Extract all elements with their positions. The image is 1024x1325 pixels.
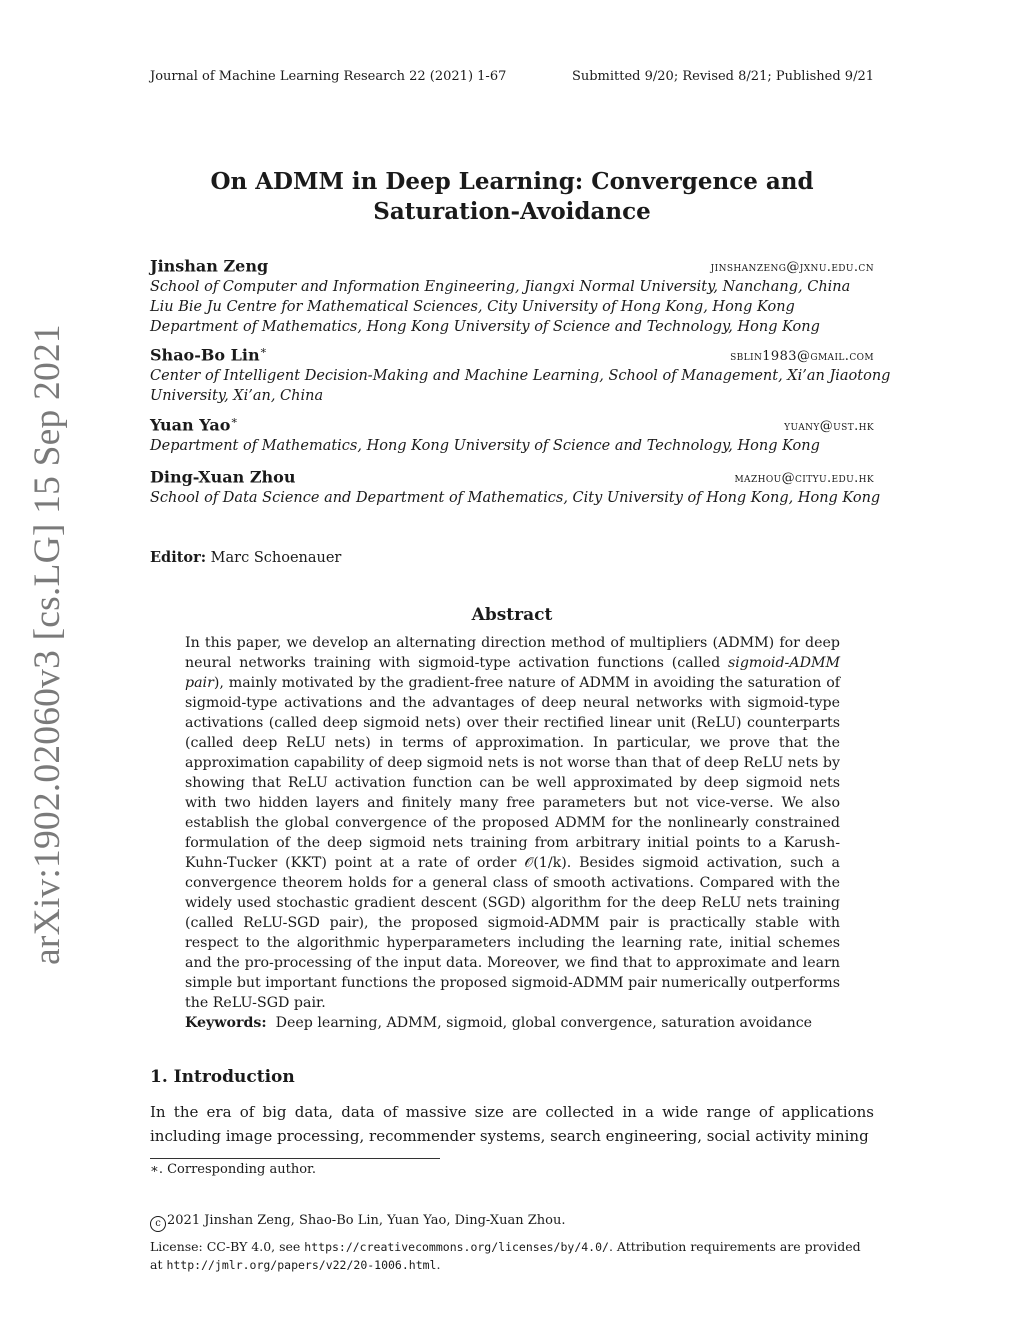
author-email[interactable]: mazhou@cityu.edu.hk xyxy=(734,471,874,487)
author-block xyxy=(150,255,874,337)
author-name: Yuan Yao∗ xyxy=(150,414,238,435)
author-affiliation: University, Xi’an, China xyxy=(150,388,324,404)
title-line-2: Saturation-Avoidance xyxy=(373,198,651,225)
author-email[interactable]: sblin1983@gmail.com xyxy=(730,349,874,365)
author-email[interactable]: yuany@ust.hk xyxy=(784,419,874,435)
paper-url-link[interactable]: http://jmlr.org/papers/v22/20-1006.html xyxy=(166,1258,437,1272)
editor-name: Marc Schoenauer xyxy=(210,550,342,566)
paper-title xyxy=(150,167,874,227)
abstract-heading: Abstract xyxy=(471,605,553,625)
copyright-icon: c xyxy=(150,1216,166,1232)
abstract-body: In this paper, we develop an alternating direction method of multipliers (ADMM) for deep neural networks training with sigmoid-type activation functions (called sigmoid-ADMM pair), mainly motivated by the gradient-free nature of ADMM in avoiding the saturation of sigmoid-type activations and the advantages of deep neural networks with sigmoid-type activations (called deep sigmoid nets) over their rectified linear unit (ReLU) counterparts (called deep ReLU nets) in terms of approximation. In particular, we prove that the approximation capability of deep sigmoid nets is not worse than that of deep ReLU nets by showing that ReLU activation function can be well approximated by deep sigmoid nets with two hidden layers and finitely many free parameters but not vice-verse. We also establish the global convergence of the proposed ADMM for the nonlinearly constrained formulation of the deep sigmoid nets training from arbitrary initial points to a Karush-Kuhn-Tucker (KKT) point at a rate of order 𝒪(1/k). Besides sigmoid activation, such a convergence theorem holds for a general class of smooth activations. Compared with the widely used stochastic gradient descent (SGD) algorithm for the deep ReLU nets training (called ReLU-SGD pair), the proposed sigmoid-ADMM pair is practically stable with respect to the algorithmic hyperparameters including the learning rate, initial schemes and the pro-processing of the input data. Moreover, we find that to approximate and learn simple but important functions the proposed sigmoid-ADMM pair numerically outperforms the ReLU-SGD pair. xyxy=(185,635,840,1011)
author-name: Shao-Bo Lin∗ xyxy=(150,344,268,365)
footnote-divider xyxy=(150,1158,440,1159)
section-heading: 1. Introduction xyxy=(150,1067,295,1087)
author-email[interactable]: jinshanzeng@jxnu.edu.cn xyxy=(710,260,874,276)
author-affiliation: Department of Mathematics, Hong Kong University of Science and Technology, Hong Kong xyxy=(150,319,820,335)
author-block xyxy=(150,414,874,456)
editor-line xyxy=(150,549,341,566)
copyright-line xyxy=(150,1213,565,1232)
author-affiliation: School of Computer and Information Engineering, Jiangxi Normal University, Nanchang, China xyxy=(150,279,851,295)
journal-running-header: Journal of Machine Learning Research 22 (2021) 1-67 xyxy=(150,69,507,84)
author-block xyxy=(150,344,891,406)
introduction-text: In the era of big data, data of massive size are collected in a wide range of applications including image processing, recommender systems, search engineering, social activity mining xyxy=(150,1103,874,1145)
license-url-link[interactable]: https://creativecommons.org/licenses/by/4.0/ xyxy=(304,1240,609,1254)
author-name: Jinshan Zeng xyxy=(150,256,269,276)
keywords-line xyxy=(185,1015,840,1031)
copyright-text: 2021 Jinshan Zeng, Shao-Bo Lin, Yuan Yao, Ding-Xuan Zhou. xyxy=(167,1213,566,1228)
author-affiliation: Liu Bie Ju Centre for Mathematical Sciences, City University of Hong Kong, Hong Kong xyxy=(150,299,795,315)
keywords-list: Deep learning, ADMM, sigmoid, global convergence, saturation avoidance xyxy=(275,1015,813,1031)
title-line-1: On ADMM in Deep Learning: Convergence and xyxy=(210,168,814,195)
emphasis-term: sigmoid-ADMM pair xyxy=(185,655,840,691)
author-affiliation: Center of Intelligent Decision-Making and Machine Learning, School of Management, Xi’an Jiaotong xyxy=(150,368,891,384)
author-affiliation: School of Data Science and Department of Mathematics, City University of Hong Kong, Hong Kong xyxy=(150,490,881,506)
editor-label: Editor: xyxy=(150,549,207,566)
author-name: Ding-Xuan Zhou xyxy=(150,467,296,487)
footnote: ∗. Corresponding author. xyxy=(150,1162,316,1177)
keywords-label: Keywords: xyxy=(185,1015,267,1031)
license-text: License: CC-BY 4.0, see https://creativecommons.org/licenses/by/4.0/. Attribution requirements are provided at http://jmlr.org/papers/v22/20-1006.html. xyxy=(150,1239,861,1272)
submission-dates: Submitted 9/20; Revised 8/21; Published 9/21 xyxy=(571,69,874,84)
arxiv-identifier-stamp: arXiv:1902.02060v3 [cs.LG] 15 Sep 2021 xyxy=(27,324,68,965)
author-affiliation: Department of Mathematics, Hong Kong University of Science and Technology, Hong Kong xyxy=(150,438,820,454)
author-block xyxy=(150,466,881,508)
